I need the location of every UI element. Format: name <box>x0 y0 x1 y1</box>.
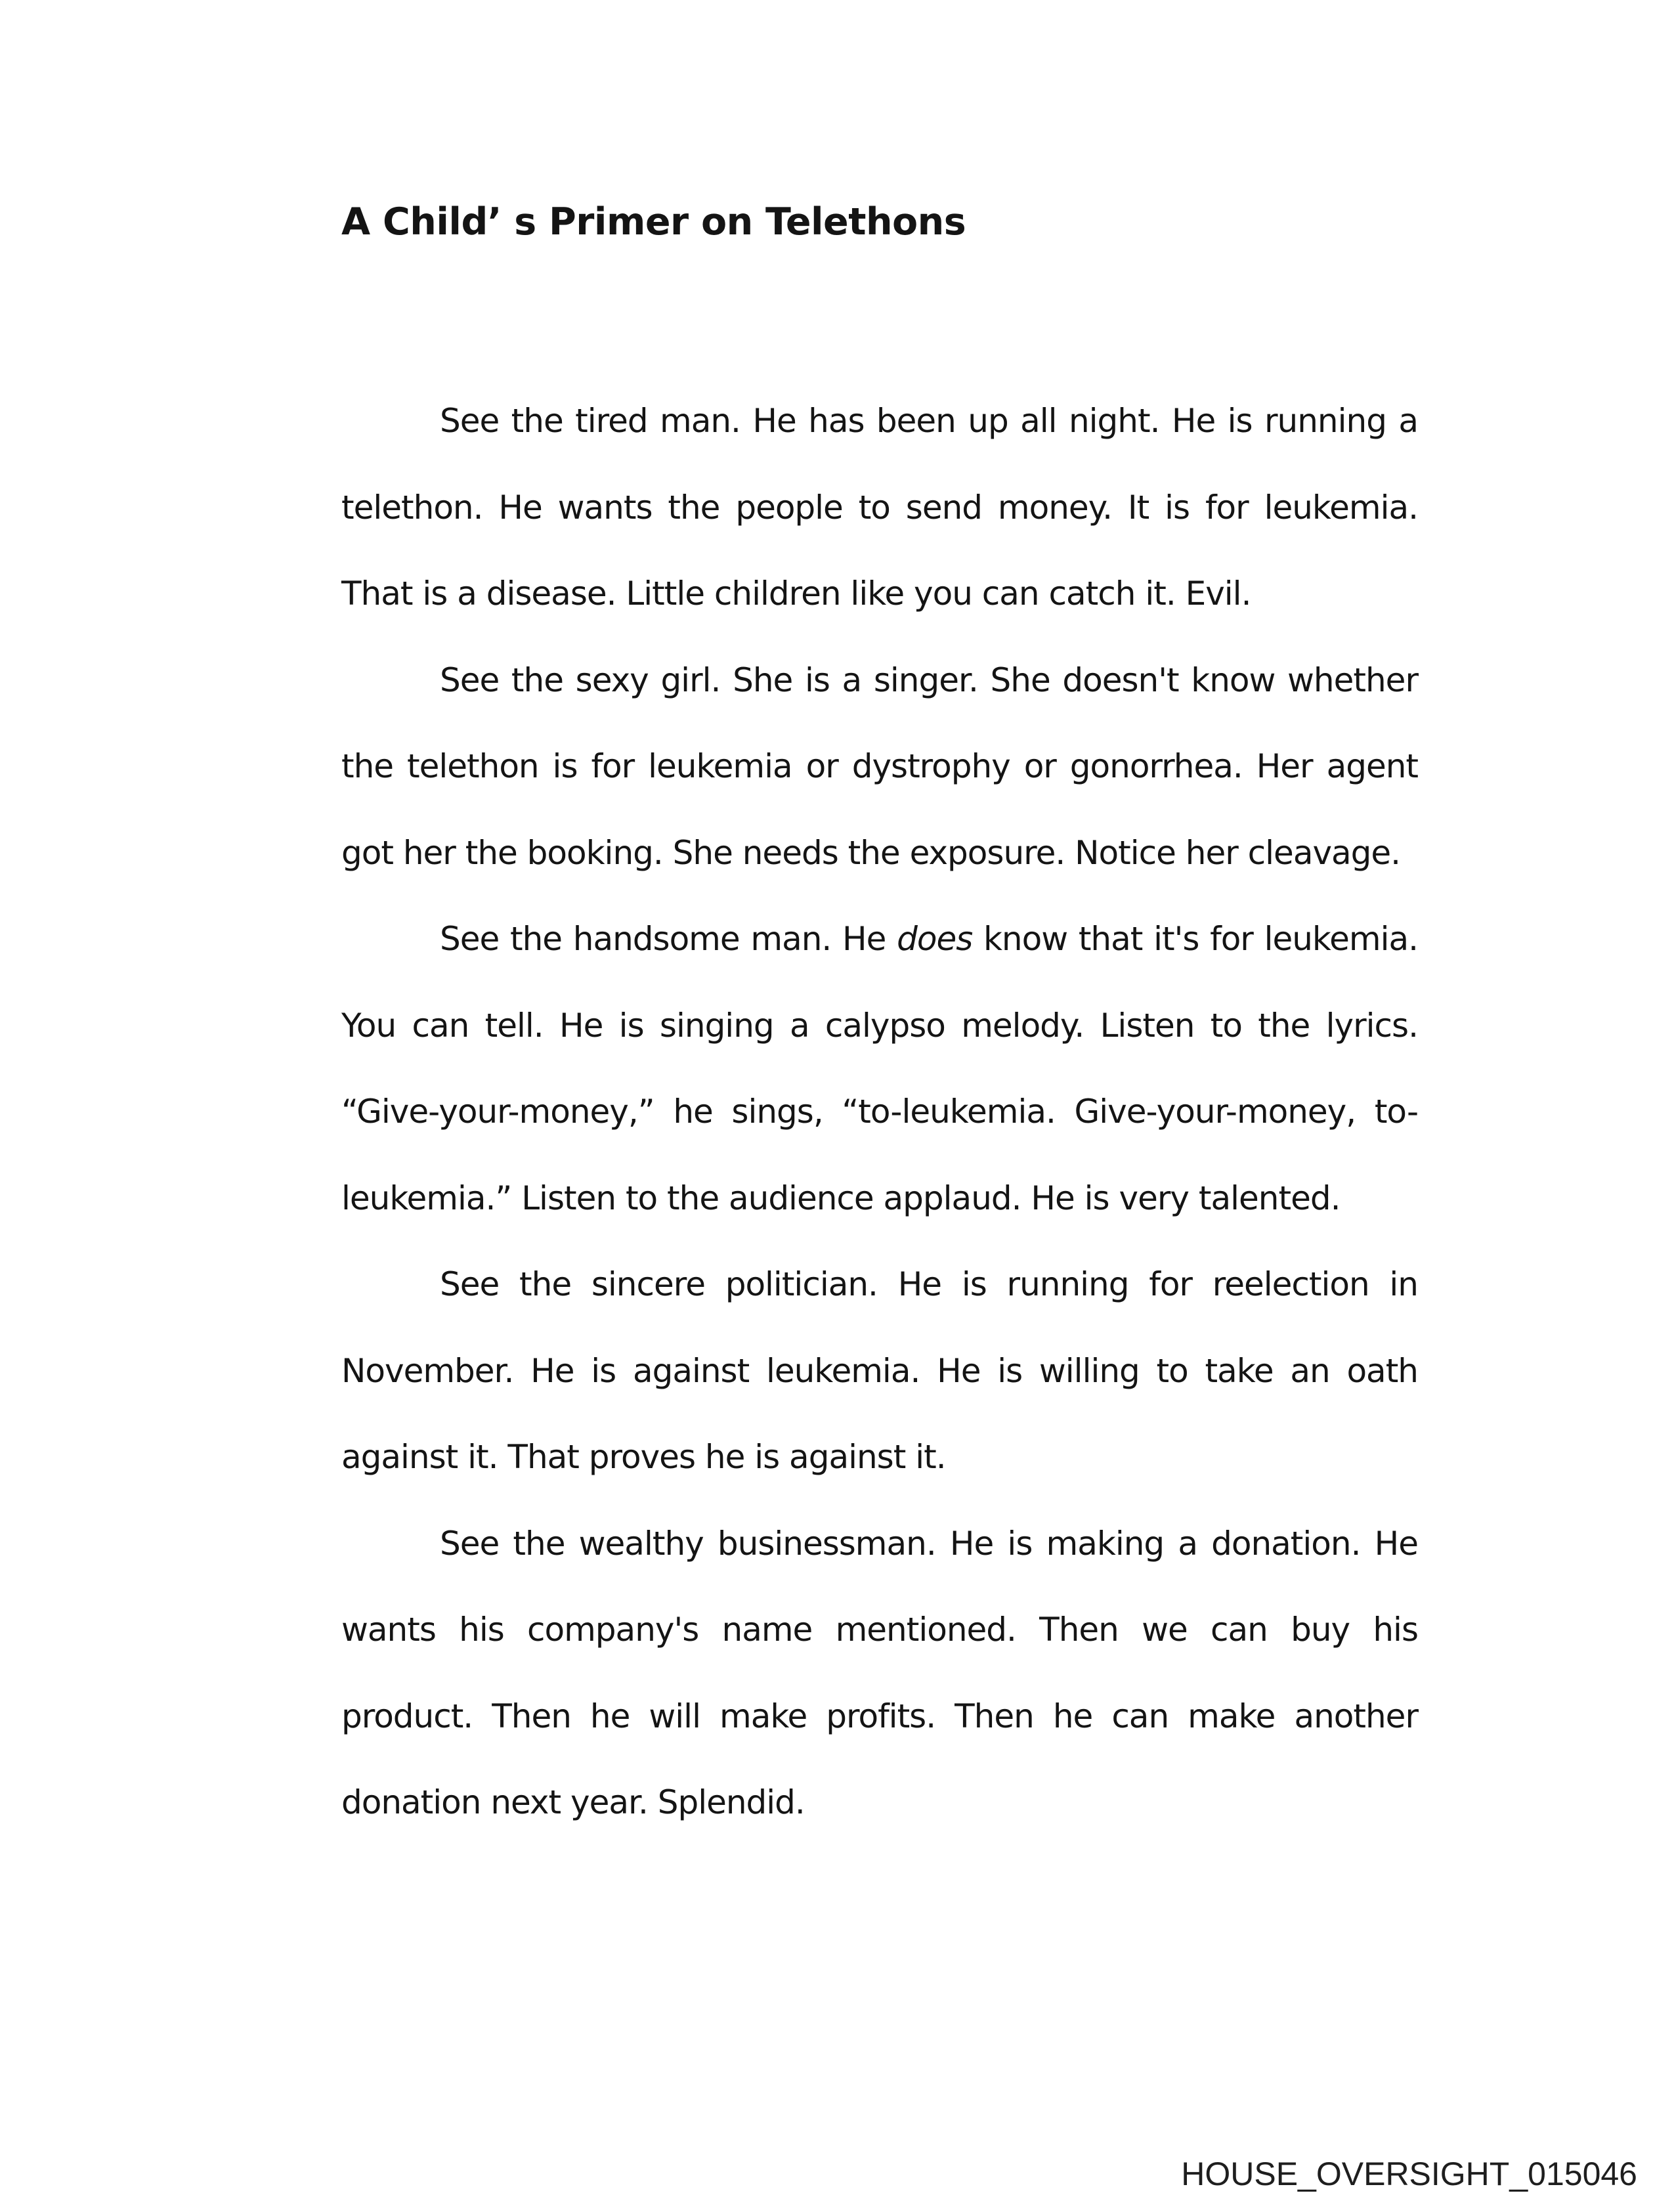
emphasis-does: does <box>897 920 973 958</box>
paragraph-sexy-girl: See the sexy girl. She is a singer. She doesn't know whether the telethon is for leukemia or dystrophy or gonorrhea. Her agent got her the booking. She needs the exposure. Notice her cleavage. <box>341 661 1418 872</box>
paragraph-tired-man: See the tired man. He has been up all night. He is running a telethon. He wants the people to send money. It is for leukemia. That is a disease. Little children like you can catch it. Evil. <box>341 402 1418 613</box>
paragraph-sincere-politician: See the sincere politician. He is running for reelection in November. He is against leukemia. He is willing to take an oath against it. That proves he is against it. <box>341 1265 1418 1476</box>
paragraph-handsome-man-lead: See the handsome man. He <box>440 920 897 958</box>
bates-stamp: HOUSE_OVERSIGHT_015046 <box>1181 2156 1637 2192</box>
paragraph-handsome-man <box>341 896 1418 1242</box>
paragraph-wealthy-businessman: See the wealthy businessman. He is making a donation. He wants his company's name mentioned. Then we can buy his product. Then he will make profits. Then he can make another donation next year. Splendid. <box>341 1524 1418 1821</box>
document-title: A Child’ s Primer on Telethons <box>341 200 966 244</box>
document-body <box>341 378 1418 1846</box>
paragraph-handsome-man-rest: know that it's for leukemia. You can tell. He is singing a calypso melody. Listen to the lyrics. “Give-your-money,” he sings, “to-leukemia. Give-your-money, to-leukemia.” Listen to the audience applaud. He is very talented. <box>341 920 1418 1217</box>
